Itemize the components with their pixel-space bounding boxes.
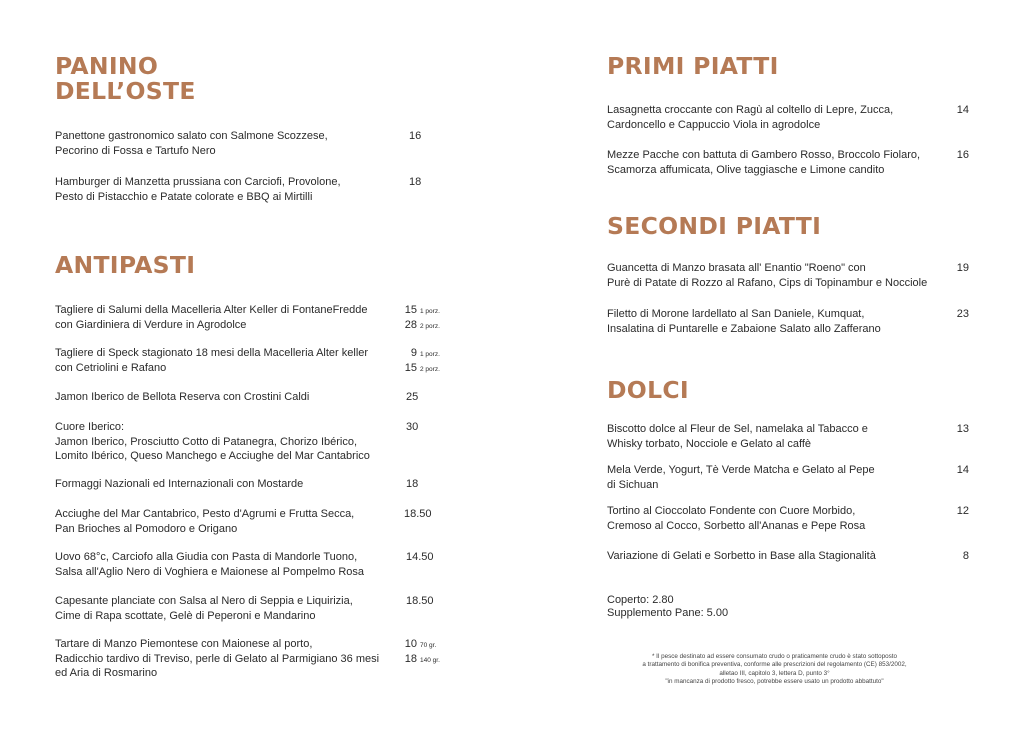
item-desc-line: Biscotto dolce al Fleur de Sel, namelaka al Tabacco e <box>607 423 868 435</box>
item-desc-line: Jamon Iberico de Bellota Reserva con Crostini Caldi <box>55 391 310 403</box>
item-desc-line: Filetto di Morone lardellato al San Daniele, Kumquat, <box>607 308 865 320</box>
item-price: 25 <box>406 391 419 403</box>
item-price: 15 <box>404 304 417 316</box>
secondi-heading: SECONDI PIATTI <box>607 212 822 240</box>
item-desc-line: Whisky torbato, Nocciole e Gelato al caffè <box>607 437 812 450</box>
item-price: 12 <box>956 505 969 517</box>
item-price: 18.50 <box>406 595 434 607</box>
item-price: 23 <box>956 308 969 320</box>
item-desc-line: Variazione di Gelati e Sorbetto in Base alla Stagionalità <box>607 550 876 562</box>
panino-heading-line: PANINO <box>55 52 159 80</box>
item-desc-line: Pan Brioches al Pomodoro e Origano <box>55 522 238 535</box>
panino-heading <box>55 54 196 104</box>
item-desc-line: Tartare di Manzo Piemontese con Maionese al porto, <box>55 638 313 650</box>
item-desc-line: Pecorino di Fossa e Tartufo Nero <box>55 144 216 157</box>
coperto-line: Coperto: 2.80 <box>607 594 674 606</box>
item-desc-line: Radicchio tardivo di Treviso, perle di Gelato al Parmigiano 36 mesi <box>55 652 380 665</box>
note-line: a trattamento di bonifica preventiva, conforme alle prescrizioni del regolamento (CE) 853/2002, <box>642 661 907 669</box>
item-price: 18 <box>406 478 419 490</box>
item-desc-line: ed Aria di Rosmarino <box>55 667 158 679</box>
item-price: 14 <box>956 104 969 116</box>
item-desc-line: Cuore Iberico: <box>55 421 125 433</box>
price-unit: 1 porz. <box>420 308 440 315</box>
item-price: 18.50 <box>404 508 432 520</box>
dolci-heading: DOLCI <box>607 376 689 404</box>
item-desc-line: Insalatina di Puntarelle e Zabaione Salato allo Zafferano <box>607 322 881 335</box>
item-price: 10 <box>404 638 417 650</box>
item-desc-line: Mezze Pacche con battuta di Gambero Rosso, Broccolo Fiolaro, <box>607 149 921 161</box>
item-desc-line: con Cetriolini e Rafano <box>55 361 167 374</box>
note-line: "in mancanza di prodotto fresco, potrebbe essere usato un prodotto abbattuto" <box>665 678 884 686</box>
price-unit: 70 gr. <box>420 642 437 649</box>
item-price: 16 <box>409 130 422 142</box>
item-desc-line: Panettone gastronomico salato con Salmone Scozzese, <box>55 130 328 142</box>
item-price: 16 <box>956 149 969 161</box>
item-price: 14 <box>956 464 969 476</box>
item-desc-line: Lomito Ibérico, Queso Manchego e Acciughe del Mar Cantabrico <box>55 450 370 462</box>
pane-line: Supplemento Pane: 5.00 <box>607 607 729 619</box>
item-desc-line: Mela Verde, Yogurt, Tè Verde Matcha e Gelato al Pepe <box>607 464 875 476</box>
item-desc-line: Guancetta di Manzo brasata all' Enantio "Roeno" con <box>607 262 866 274</box>
item-price: 19 <box>956 262 969 274</box>
item-price: 30 <box>406 421 419 433</box>
price-unit: 1 porz. <box>420 351 440 358</box>
item-desc-line: Tagliere di Salumi della Macelleria Alter Keller di FontaneFredde <box>55 304 368 316</box>
item-desc-line: Cime di Rapa scottate, Gelè di Peperoni e Mandarino <box>55 609 316 622</box>
item-desc-line: Scamorza affumicata, Olive taggiasche e Limone candito <box>607 163 885 176</box>
note-line: * Il pesce destinato ad essere consumato crudo o praticamente crudo è stato sottoposto <box>651 653 898 660</box>
price-unit: 2 porz. <box>420 322 440 330</box>
item-desc-line: con Giardiniera di Verdure in Agrodolce <box>55 318 247 331</box>
price-unit: 2 porz. <box>420 365 440 373</box>
item-price: 9 <box>410 347 417 359</box>
panino-heading-line: DELL’OSTE <box>55 77 196 105</box>
item-desc-line: Acciughe del Mar Cantabrico, Pesto d'Agrumi e Frutta Secca, <box>55 508 355 520</box>
extras <box>607 594 728 620</box>
item-desc-line: Formaggi Nazionali ed Internazionali con Mostarde <box>55 478 304 490</box>
item-price: 15 <box>404 361 417 374</box>
item-desc-line: Purè di Patate di Rozzo al Rafano, Cips di Topinambur e Nocciole <box>607 276 928 289</box>
item-price: 13 <box>956 423 969 435</box>
item-price: 18 <box>409 176 422 188</box>
item-price: 28 <box>404 318 417 331</box>
primi-heading: PRIMI PIATTI <box>607 52 779 80</box>
item-desc-line: Pesto di Pistacchio e Patate colorate e BBQ ai Mirtilli <box>55 190 313 203</box>
item-desc-line: Capesante planciate con Salsa al Nero di Seppia e Liquirizia, <box>55 595 353 607</box>
antipasti-heading: ANTIPASTI <box>55 251 196 279</box>
item-desc-line: Hamburger di Manzetta prussiana con Carciofi, Provolone, <box>55 176 341 188</box>
note-line: alletao III, capitolo 3, lettera D, punto 3° <box>719 669 830 677</box>
item-desc-line: Jamon Iberico, Prosciutto Cotto di Patanegra, Chorizo Ibérico, <box>55 435 358 448</box>
price-unit: 140 gr. <box>420 656 440 664</box>
item-price: 14.50 <box>406 551 434 563</box>
item-desc-line: Cremoso al Cocco, Sorbetto all'Ananas e Pepe Rosa <box>607 519 866 532</box>
item-desc-line: Uovo 68°c, Carciofo alla Giudia con Pasta di Mandorle Tuono, <box>55 551 358 563</box>
item-price: 8 <box>962 550 969 562</box>
item-desc-line: Tortino al Cioccolato Fondente con Cuore Morbido, <box>607 505 856 517</box>
item-price: 18 <box>404 652 417 665</box>
item-desc-line: Cardoncello e Cappuccio Viola in agrodolce <box>607 118 821 131</box>
item-desc-line: di Sichuan <box>607 478 659 491</box>
item-desc-line: Lasagnetta croccante con Ragù al coltello di Lepre, Zucca, <box>607 104 894 116</box>
item-desc-line: Tagliere di Speck stagionato 18 mesi della Macelleria Alter keller <box>55 347 369 359</box>
item-desc-line: Salsa all'Aglio Nero di Voghiera e Maionese al Pompelmo Rosa <box>55 565 365 578</box>
allergen-note <box>587 653 962 687</box>
